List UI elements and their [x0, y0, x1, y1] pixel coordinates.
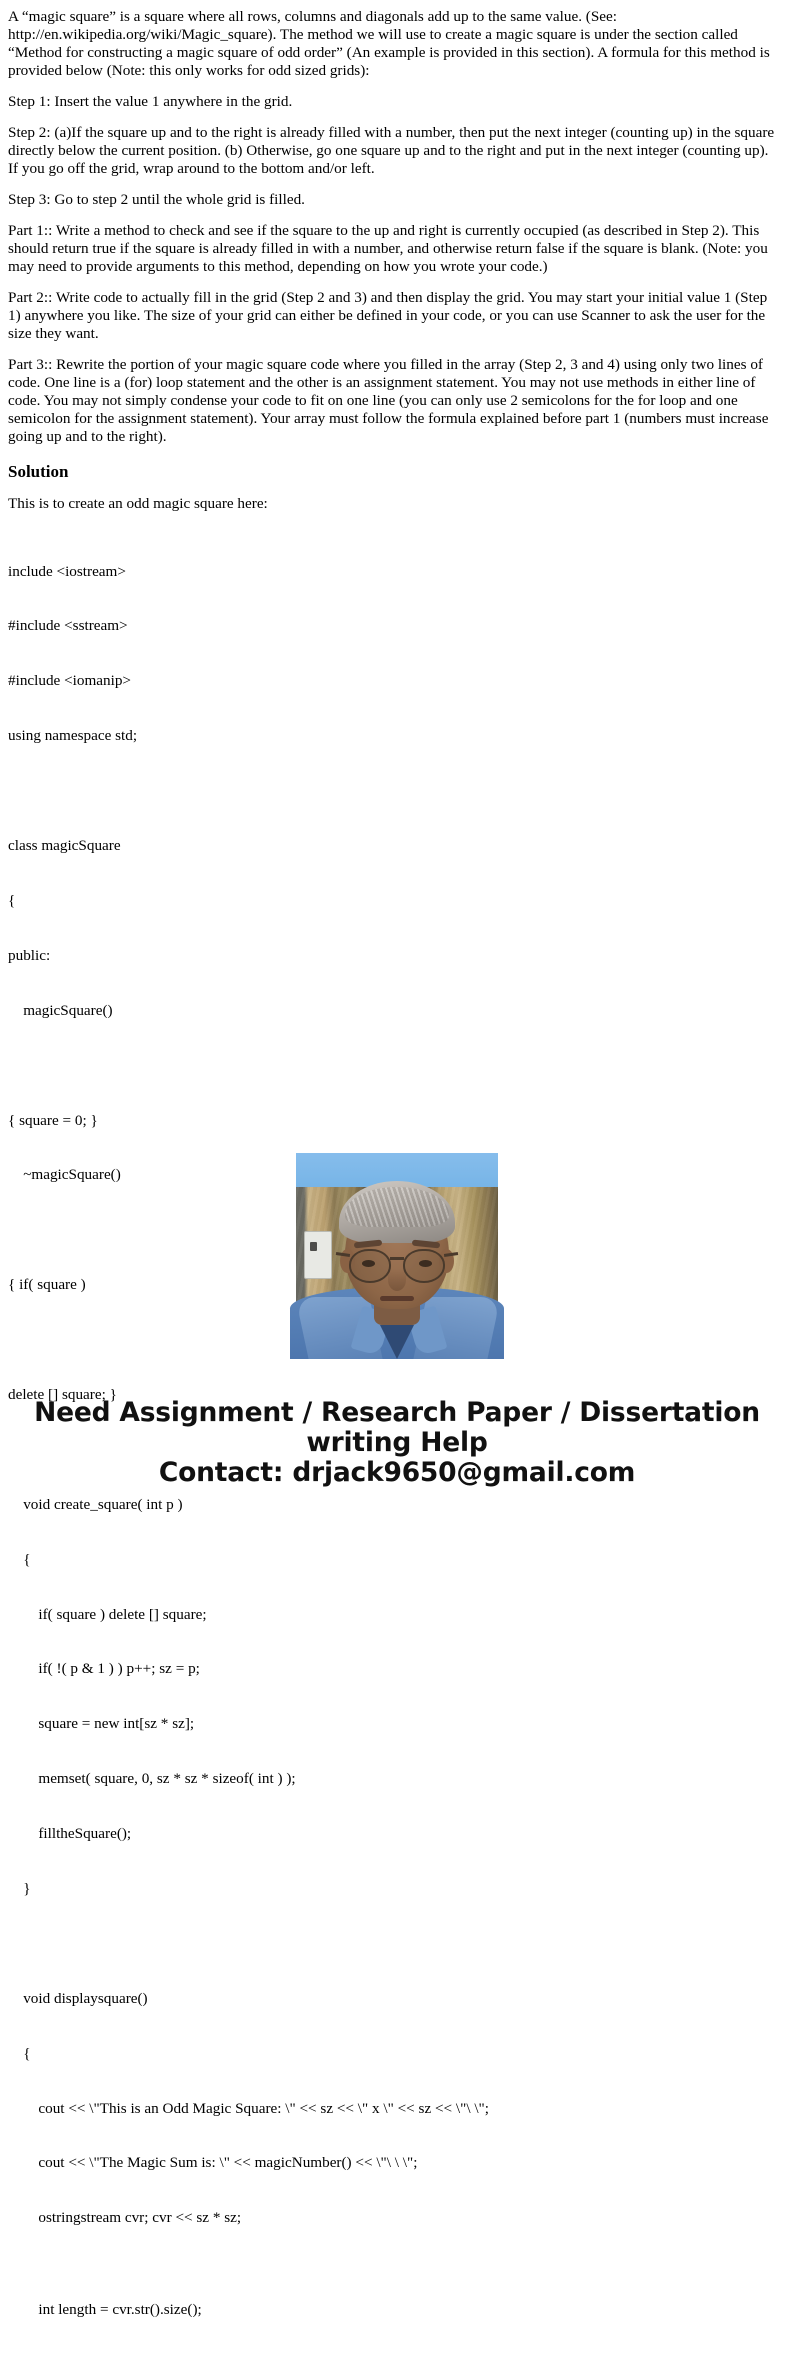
code-line: #include <iomanip>	[8, 672, 131, 690]
portrait-neckline	[380, 1325, 414, 1359]
code-line-clipped	[8, 2264, 778, 2318]
author-portrait	[296, 1153, 498, 1355]
code-line: { square = 0; }	[8, 1111, 98, 1129]
paragraph-step-3: Step 3: Go to step 2 until the whole grid is filled.	[8, 191, 305, 208]
code-line: delete [] square; }	[8, 1385, 117, 1403]
code-line-blank	[8, 1935, 778, 1953]
code-line: { if( square )	[8, 1276, 86, 1294]
code-line: int length = cvr.str().size();	[8, 2300, 202, 2318]
footer-line-contact-email: Contact: drjack9650@gmail.com	[158, 1457, 636, 1488]
code-line: if( square ) delete [] square;	[8, 1605, 207, 1623]
code-line: magicSquare()	[8, 1001, 113, 1019]
code-line: }	[8, 1879, 31, 1897]
portrait-eyeglass-left	[349, 1249, 391, 1283]
code-line: if( !( p & 1 ) ) p++; sz = p;	[8, 1660, 200, 1678]
footer-line-services-cont: writing Help	[306, 1427, 488, 1458]
code-line: {	[8, 891, 16, 909]
paragraph-step-2: Step 2: (a)If the square up and to the right is already filled with a number, then put the next integer (counting up) in the square directly below the current position. (b) Otherwise, go one square up and to the right and put in the next integer (counting up). If you go off the grid, wrap around to the bottom and/or left.	[8, 124, 775, 177]
solution-heading: Solution	[8, 462, 69, 481]
code-line: public:	[8, 946, 51, 964]
code-line: ostringstream cvr; cvr << sz * sz;	[8, 2209, 242, 2227]
portrait-nose	[388, 1269, 406, 1291]
portrait-eyeglass-bridge	[390, 1257, 404, 1260]
paragraph-intro: A “magic square” is a square where all rows, columns and diagonals add up to the same value. (See: http://en.wikipedia.org/wiki/Magic_square). The method we will use to create a magic square is under the section called “Method for constructing a magic square of odd order” (An example is provided in this section). A formula for this method is provided below (Note: this only works for odd sized grids):	[8, 8, 770, 79]
footer-contact-banner	[0, 1398, 794, 1488]
code-line: void create_square( int p )	[8, 1495, 183, 1513]
code-line: cout << \"The Magic Sum is: \" << magicNumber() << \"\ \ \";	[8, 2154, 418, 2172]
paragraph-step-1: Step 1: Insert the value 1 anywhere in the grid.	[8, 93, 293, 110]
code-line: memset( square, 0, sz * sz * sizeof( int ) );	[8, 1770, 296, 1788]
paragraph-part-1: Part 1:: Write a method to check and see if the square to the up and right is currently occupied (as described in Step 2). This should return true if the square is already filled in with a number, and otherwise return false if the square is blank. (Note: you may need to provide arguments to this method, depending on how you wrote your code.)	[8, 222, 768, 275]
paragraph-part-2: Part 2:: Write code to actually fill in the grid (Step 2 and 3) and then display the grid. You may start your initial value 1 (Step 1) anywhere you like. The size of your grid can either be defined in your code, or you can use Scanner to ask the user for the size they want.	[8, 289, 768, 342]
code-line: filltheSquare();	[8, 1825, 132, 1843]
code-line: square = new int[sz * sz];	[8, 1715, 195, 1733]
solution-intro: This is to create an odd magic square here:	[8, 495, 268, 512]
code-line: cout << \"This is an Odd Magic Square: \" << sz << \" x \" << sz << \"\ \";	[8, 2099, 489, 2117]
code-line: class magicSquare	[8, 837, 121, 855]
code-line: {	[8, 1550, 31, 1568]
code-line-blank	[8, 1057, 778, 1075]
code-line: #include <sstream>	[8, 617, 128, 635]
portrait-eyeglass-right	[403, 1249, 445, 1283]
code-line: ~magicSquare()	[8, 1166, 121, 1184]
paragraph-part-3: Part 3:: Rewrite the portion of your magic square code where you filled in the array (Step 2, 3 and 4) using only two lines of code. One line is a (for) loop statement and the other is an assignment statement. You may not use methods in either line of code. You may not simply condense your code to fit on one line (you can only use 2 semicolons for the for loop and one semicolon for the assignment statement). Your array must follow the formula explained before part 1 (numbers must increase going up and to the right).	[8, 356, 769, 445]
footer-line-services: Need Assignment / Research Paper / Dissertation	[34, 1397, 760, 1428]
portrait-background-switchplate	[304, 1231, 332, 1279]
portrait-mouth	[380, 1296, 414, 1301]
code-line: include <iostream>	[8, 562, 126, 580]
code-line: {	[8, 2044, 31, 2062]
code-line: using namespace std;	[8, 727, 138, 745]
code-line-blank	[8, 782, 778, 800]
code-line: void displaysquare()	[8, 1989, 148, 2007]
portrait-circle-image	[296, 1153, 498, 1355]
